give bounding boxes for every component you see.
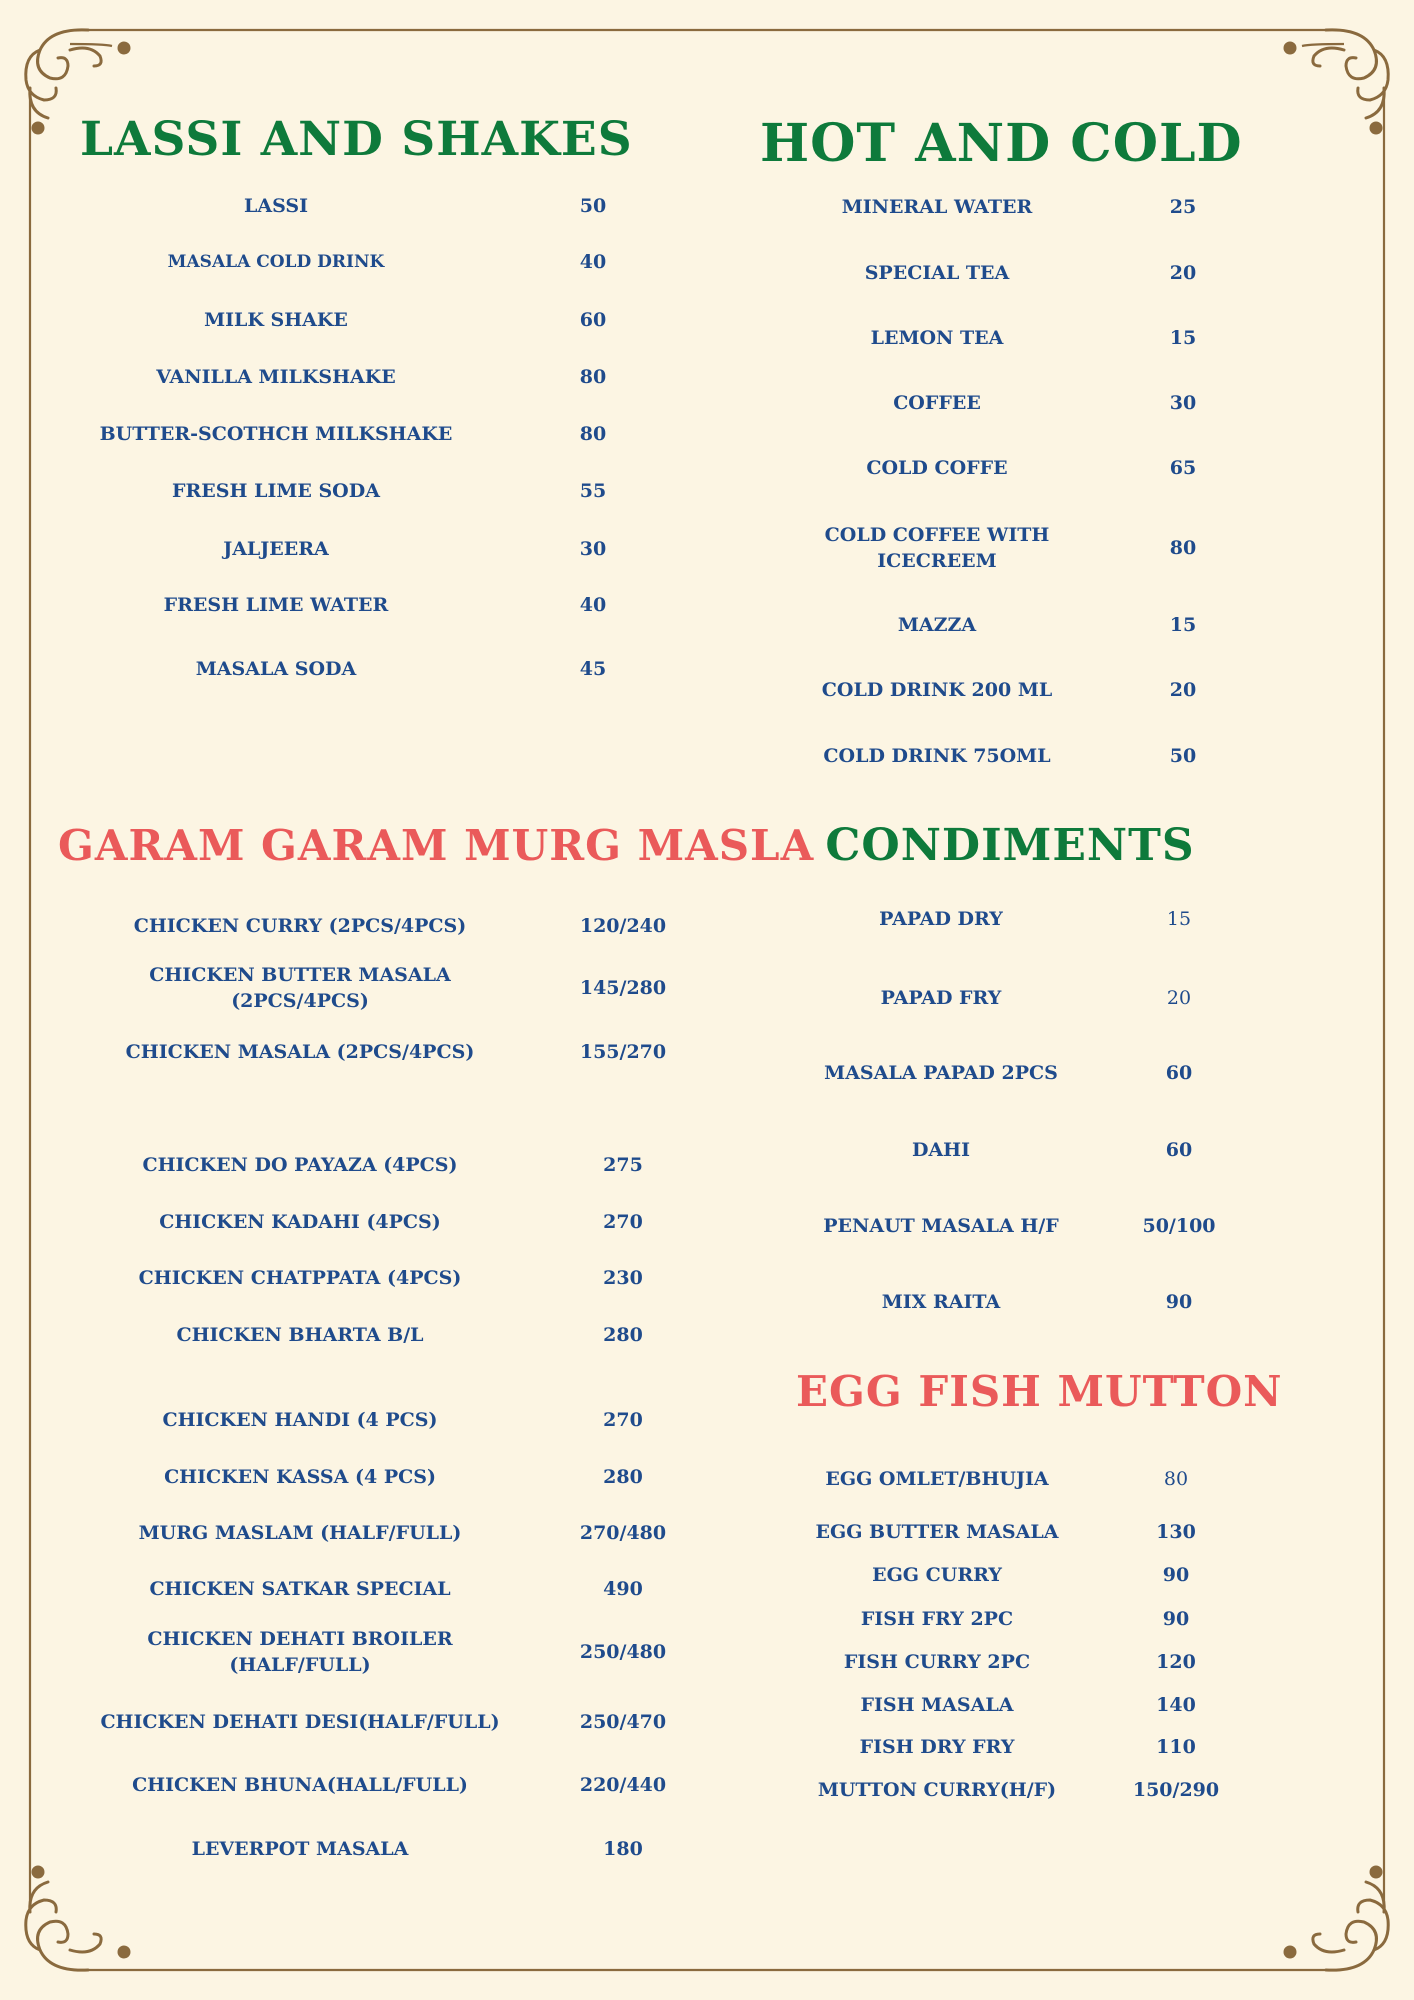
menu-item-name: BUTTER-SCOTHCH MILKSHAKE [99,423,453,445]
menu-item-price: 120/240 [579,915,667,937]
menu-item-price: 50 [1169,745,1197,767]
menu-item-price: 55 [579,480,607,502]
menu-item-name: CHICKEN BHARTA B/L [176,1324,424,1346]
menu-item-name: EGG CURRY [872,1564,1002,1586]
menu-item-price: 60 [579,309,607,331]
menu-item-name: DAHI [911,1139,971,1161]
menu-item-price: 50 [579,195,607,217]
menu-item-name: MUTTON CURRY(H/F) [817,1779,1057,1801]
menu-item-name: FISH FRY 2PC [860,1608,1014,1630]
menu-item-price: 90 [1162,1608,1190,1630]
menu-item-name: PAPAD DRY [879,908,1003,930]
menu-item-name: CHICKEN CURRY (2PCS/4PCS) [133,915,467,937]
menu-item-name: COLD COFFEE WITH ICECREEM [824,524,1050,572]
menu-item-price: 25 [1169,196,1197,218]
menu-item-name: MASALA COLD DRINK [167,252,385,272]
menu-item-price: 250/470 [579,1711,667,1733]
menu-item-price: 120 [1156,1651,1196,1673]
menu-item-price: 65 [1169,457,1197,479]
menu-item-name: MIX RAITA [881,1291,1001,1313]
menu-item-price: 270/480 [579,1522,667,1544]
menu-item-name: COLD COFFE [866,457,1008,479]
menu-item-price: 110 [1156,1736,1196,1758]
menu-item-price: 15 [1169,614,1197,636]
menu-item-price: 80 [1169,537,1197,559]
menu-item-name: MILK SHAKE [204,309,348,331]
menu-item-price: 80 [1163,1468,1189,1490]
menu-item-name: MASALA SODA [195,658,357,680]
section-title: GARAM GARAM MURG MASLA [58,821,815,870]
menu-item-price: 490 [603,1578,643,1600]
menu-item-price: 30 [579,538,607,560]
menu-item-name: MURG MASLAM (HALF/FULL) [138,1522,462,1544]
menu-item-name: SPECIAL TEA [864,262,1010,284]
menu-item-price: 40 [579,251,607,273]
menu-item-name: VANILLA MILKSHAKE [156,366,396,388]
corner-flourish-bottom-right-icon [1285,1867,1388,1970]
menu-item-price: 15 [1169,327,1197,349]
menu-item-price: 155/270 [579,1041,667,1063]
menu-item-name: FISH CURRY 2PC [843,1651,1031,1673]
menu-item-name: LASSI [243,195,308,217]
menu-item-name: FISH MASALA [860,1694,1014,1716]
menu-item-name: CHICKEN DEHATI DESI(HALF/FULL) [100,1711,500,1733]
menu-item-price: 80 [579,366,607,388]
menu-item-name: CHICKEN BUTTER MASALA (2PCS/4PCS) [149,964,451,1012]
menu-item-name: CHICKEN MASALA (2PCS/4PCS) [125,1041,475,1063]
menu-item-name: COLD DRINK 200 ML [821,679,1053,701]
menu-item-name: COFFEE [893,392,981,414]
menu-item-name: CHICKEN KADAHI (4PCS) [159,1211,441,1233]
menu-item-name: PENAUT MASALA H/F [823,1215,1059,1237]
menu-item-name: MAZZA [897,614,977,636]
menu-item-price: 250/480 [579,1641,667,1663]
menu-item-price: 60 [1165,1062,1193,1084]
menu-item-price: 20 [1169,679,1197,701]
menu-item-name: FISH DRY FRY [859,1736,1015,1758]
menu-item-name: CHICKEN BHUNA(HALL/FULL) [132,1774,468,1796]
menu-item-name: FRESH LIME WATER [163,594,389,616]
menu-item-name: LEVERPOT MASALA [191,1838,409,1860]
corner-flourish-bottom-left-icon [26,1867,129,1970]
menu-item-price: 90 [1162,1564,1190,1586]
menu-item-price: 15 [1166,908,1192,930]
menu-item-name: CHICKEN DO PAYAZA (4PCS) [142,1154,458,1176]
menu-item-price: 50/100 [1142,1215,1216,1237]
menu-item-name: MINERAL WATER [841,196,1033,218]
menu-item-price: 270 [603,1409,643,1431]
menu-item-price: 140 [1156,1694,1196,1716]
menu-item-name: FRESH LIME SODA [172,480,380,502]
menu-item-price: 180 [603,1838,643,1860]
menu-item-name: EGG OMLET/BHUJIA [825,1468,1049,1490]
menu-item-name: LEMON TEA [870,327,1004,349]
menu-item-price: 280 [603,1466,643,1488]
corner-flourish-top-right-icon [1285,30,1388,133]
menu-item-name: CHICKEN KASSA (4 PCS) [164,1466,436,1488]
menu-item-name: CHICKEN HANDI (4 PCS) [162,1409,438,1431]
menu-item-price: 150/290 [1132,1779,1220,1801]
menu-item-price: 220/440 [579,1774,667,1796]
menu-item-price: 20 [1169,262,1197,284]
menu-item-price: 130 [1156,1521,1196,1543]
menu-item-price: 230 [603,1267,643,1289]
menu-item-name: CHICKEN CHATPPATA (4PCS) [138,1267,462,1289]
menu-item-name: COLD DRINK 75OML [823,745,1051,767]
menu-item-name: CHICKEN SATKAR SPECIAL [149,1578,451,1600]
section-title: HOT AND COLD [760,113,1243,174]
menu-item-price: 145/280 [579,977,667,999]
menu-item-price: 40 [579,594,607,616]
menu-item-name: MASALA PAPAD 2PCS [824,1062,1058,1084]
menu-item-name: PAPAD FRY [880,987,1002,1009]
menu-item-name: JALJEERA [223,538,329,560]
menu-item-price: 30 [1169,392,1197,414]
menu-item-price: 270 [603,1211,643,1233]
section-title: CONDIMENTS [825,820,1195,871]
menu-item-price: 60 [1165,1139,1193,1161]
menu-item-price: 80 [579,423,607,445]
menu-item-price: 90 [1165,1291,1193,1313]
menu-item-name: EGG BUTTER MASALA [815,1521,1059,1543]
section-title: EGG FISH MUTTON [796,1367,1283,1416]
menu-item-price: 275 [603,1154,643,1176]
menu-item-name: CHICKEN DEHATI BROILER (HALF/FULL) [147,1628,453,1676]
menu-item-price: 45 [579,658,607,680]
section-title: LASSI AND SHAKES [80,112,633,167]
menu-item-price: 280 [603,1324,643,1346]
menu-item-price: 20 [1166,987,1192,1009]
